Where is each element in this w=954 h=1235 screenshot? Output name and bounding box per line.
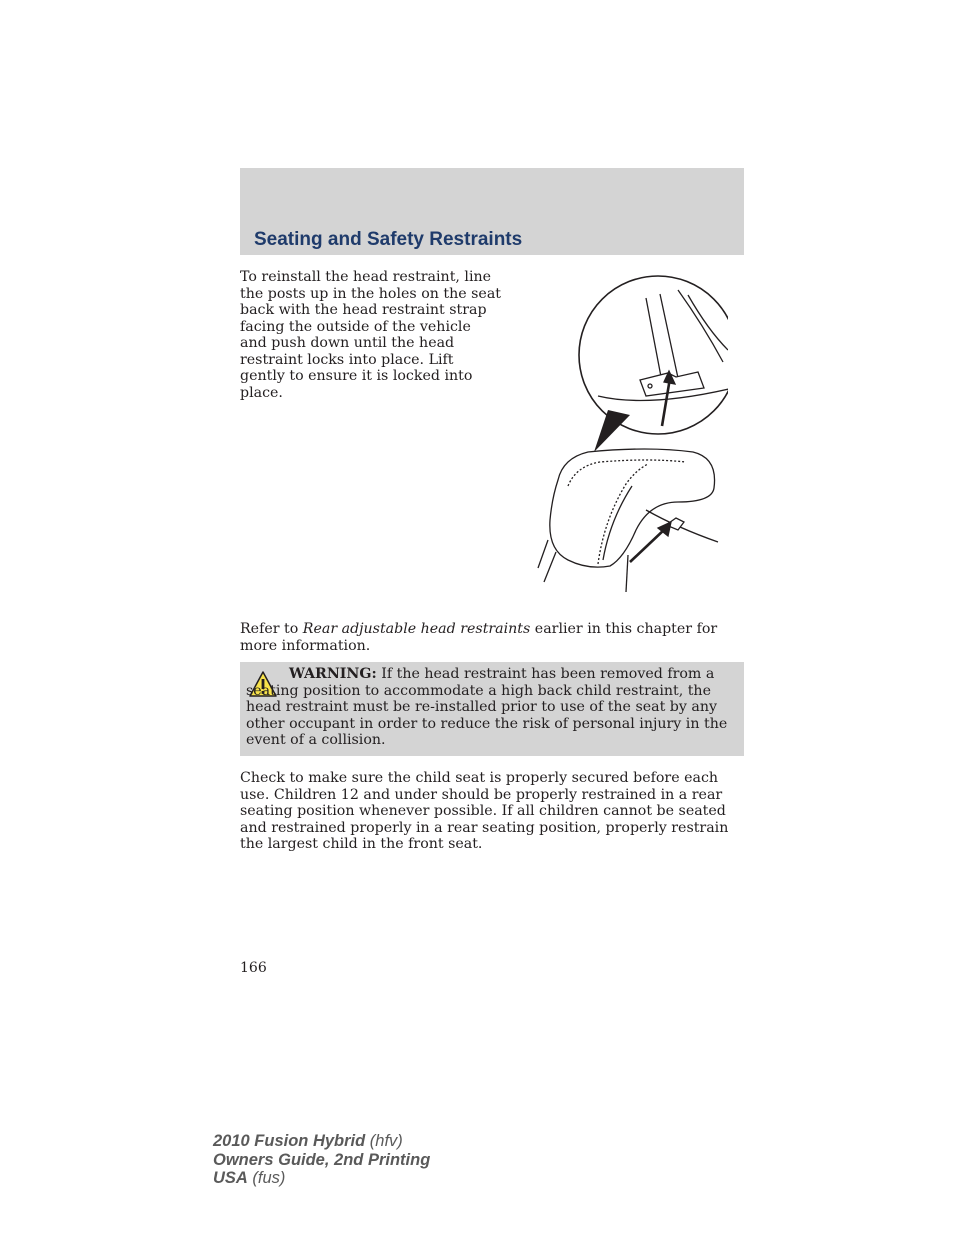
- warning-label: WARNING:: [289, 666, 377, 682]
- refer-paragraph: [240, 621, 740, 654]
- footer: [213, 1132, 430, 1188]
- section-title: Seating and Safety Restraints: [254, 229, 523, 250]
- footer-line-2: [213, 1151, 430, 1170]
- refer-prefix: Refer to: [240, 621, 303, 637]
- footer-line-1: [213, 1132, 430, 1151]
- footer-line-3: [213, 1169, 430, 1188]
- reinstall-paragraph: To reinstall the head restraint, line the posts up in the holes on the seat back with the head restraint strap facing the outside of the vehicle and push down until the head restraint locks into place. Lift gently to ensure it is locked into place.: [240, 269, 501, 401]
- footer-model-code: (hfv): [365, 1132, 403, 1150]
- footer-market-code: (fus): [247, 1169, 286, 1187]
- head-restraint-illustration: [528, 270, 728, 600]
- child-seat-paragraph: Check to make sure the child seat is properly secured before each use. Children 12 and under should be properly restrained in a rear seating position whenever possible. If all children cannot be seated and restrained properly in a rear seating position, properly restrain the largest child in the front seat.: [240, 770, 729, 852]
- warning-box: [240, 662, 744, 756]
- footer-model: 2010 Fusion Hybrid: [213, 1132, 366, 1150]
- footer-market: USA: [213, 1169, 248, 1187]
- refer-suffix: earlier in this chapter for more information.: [240, 621, 718, 654]
- page-number: 166: [240, 960, 267, 976]
- warning-body: If the head restraint has been removed from a seating position to accommodate a high back child restraint, the head restraint must be re-installed prior to use of the seat by any other occupant in order to reduce the risk of personal injury in the event of a collision.: [246, 666, 728, 748]
- refer-section-link: Rear adjustable head restraints: [302, 621, 531, 637]
- warning-text: [246, 666, 740, 749]
- footer-guide: Owners Guide, 2nd Printing: [213, 1150, 431, 1169]
